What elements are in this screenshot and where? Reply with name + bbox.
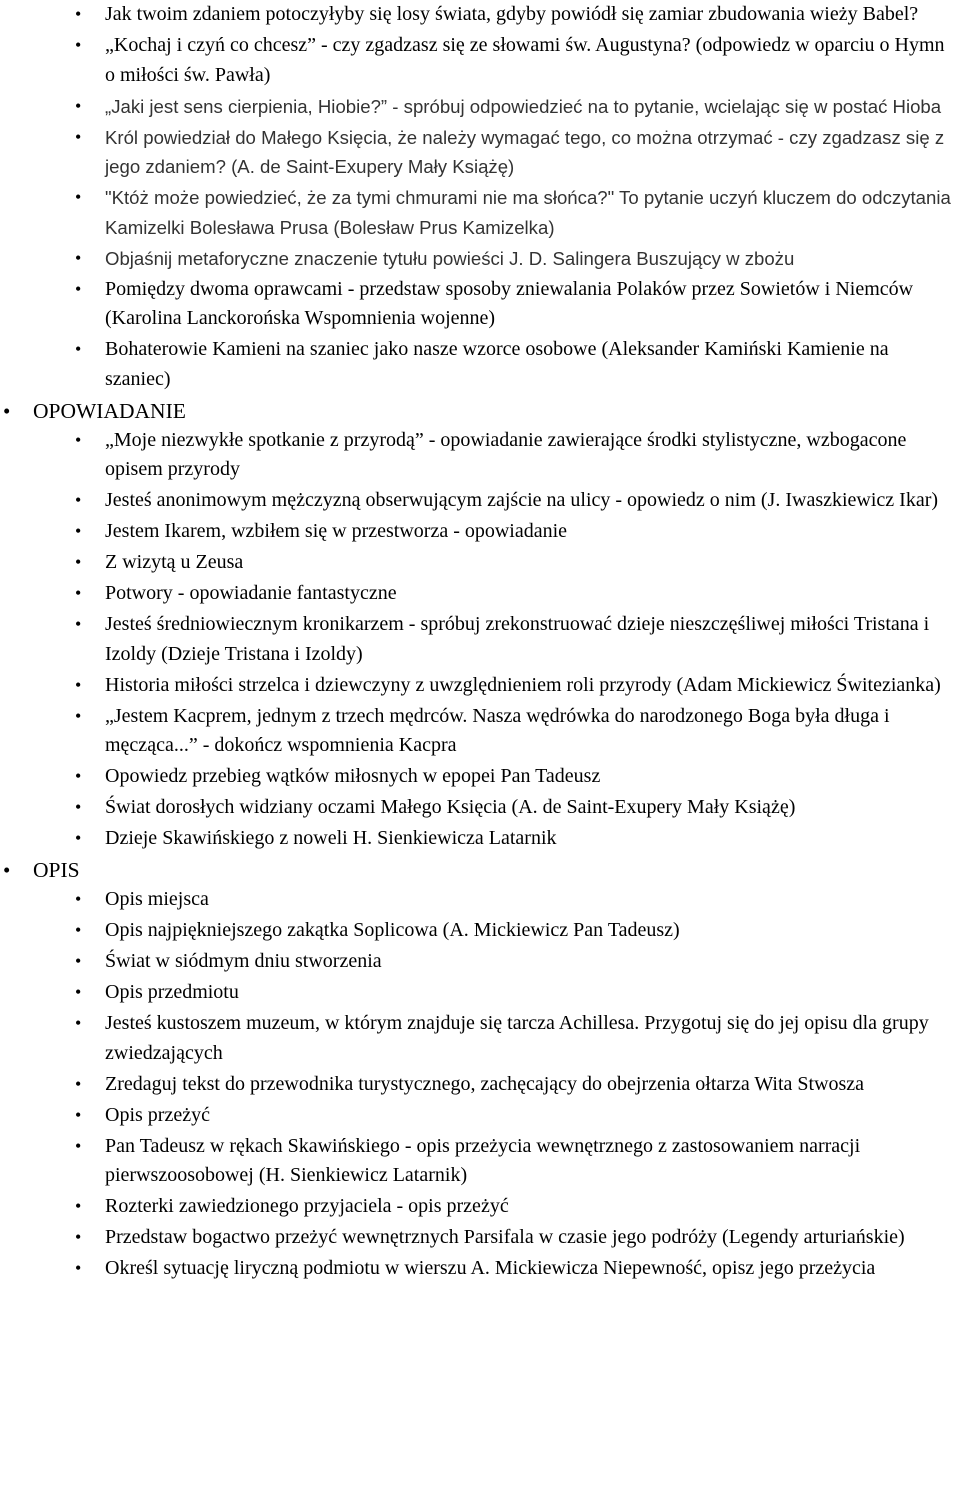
bullet-icon: • [75,766,82,786]
bullet-icon: • [75,797,82,817]
list-item: • Dzieje Skawińskiego z noweli H. Sienkiewicza Latarnik [0,824,960,854]
bullet-icon: • [75,1196,82,1216]
list-item: • Jesteś anonimowym mężczyzną obserwującym zajście na ulicy - opowiedz o nim (J. Iwaszkiewicz Ikar) [0,486,960,516]
bullet-icon: • [75,490,82,510]
bullet-icon: • [75,920,82,940]
list-item: • Opis przedmiotu [0,978,960,1008]
bullet-icon: • [75,1258,82,1278]
bullet-icon: • [75,339,82,359]
list-item: • Przedstaw bogactwo przeżyć wewnętrznych Parsifala w czasie jego podróży (Legendy arturiańskie) [0,1223,960,1253]
intro-list [0,0,960,394]
list-item: • „Moje niezwykłe spotkanie z przyrodą” - opowiadanie zawierające środki stylistyczne, wzbogacone opisem przyrody [0,426,960,485]
section-opis [0,855,960,1284]
list-item: • Określ sytuację liryczną podmiotu w wierszu A. Mickiewicza Niepewność, opisz jego przeżycia [0,1254,960,1284]
list-item: • „Jaki jest sens cierpienia, Hiobie?” - spróbuj odpowiedzieć na to pytanie, wcielając się w postać Hioba [0,92,960,122]
bullet-icon: • [75,951,82,971]
bullet-icon: • [75,552,82,572]
bullet-icon: • [75,614,82,634]
list-item: • Rozterki zawiedzionego przyjaciela - opis przeżyć [0,1192,960,1222]
bullet-icon: • [75,278,82,299]
list-item: • "Któż może powiedzieć, że za tymi chmurami nie ma słońca?" To pytanie uczyń kluczem do odczytania Kamizelki Bolesława Prusa (Bolesław Prus Kamizelka) [0,183,960,242]
bullet-icon: • [75,95,82,116]
list-item: • Bohaterowie Kamieni na szaniec jako nasze wzorce osobowe (Aleksander Kamiński Kamienie na szaniec) [0,335,960,394]
list-item: • Jesteś średniowiecznym kronikarzem - spróbuj zrekonstruować dzieje nieszczęśliwej miłości Tristana i Izoldy (Dzieje Tristana i Izoldy) [0,610,960,669]
bullet-icon: • [75,126,82,147]
list-item: • „Kochaj i czyń co chcesz” - czy zgadzasz się ze słowami św. Augustyna? (odpowiedz w oparciu o Hymn o miłości św. Pawła) [0,31,960,90]
bullet-icon: • [75,674,82,695]
list-item: • Z wizytą u Zeusa [0,548,960,578]
bullet-icon: • [75,583,82,603]
bullet-icon: • [75,1073,82,1094]
section-heading: • OPOWIADANIE [0,396,960,426]
list-item: • Opis najpiękniejszego zakątka Soplicowa (A. Mickiewicz Pan Tadeusz) [0,916,960,946]
bullet-icon: • [75,35,82,55]
section-opowiadanie [0,396,960,854]
bullet-icon: • [75,521,82,541]
bullet-icon: • [75,705,82,726]
bullet-icon: • [3,858,11,882]
list-item: • Pan Tadeusz w rękach Skawińskiego - opis przeżycia wewnętrznego z zastosowaniem narracji pierwszoosobowej (H. Sienkiewicz Latarnik) [0,1132,960,1191]
list-item: • Opis miejsca [0,885,960,915]
bullet-icon: • [75,1135,82,1156]
list-item: • Król powiedział do Małego Księcia, że należy wymagać tego, co można otrzymać - czy zgadzasz się z jego zdaniem? (A. de Saint-Exupery Mały Książę) [0,123,960,182]
bullet-icon: • [75,1104,82,1125]
bullet-icon: • [75,828,82,848]
list-item: • Świat dorosłych widziany oczami Małego Księcia (A. de Saint-Exupery Mały Książę) [0,793,960,823]
list-item: • Świat w siódmym dniu stworzenia [0,947,960,977]
list-item: • Pomiędzy dwoma oprawcami - przedstaw sposoby zniewalania Polaków przez Sowietów i Niemców (Karolina Lanckorońska Wspomnienia wojenne) [0,275,960,334]
bullet-icon: • [75,4,82,24]
list-item: • „Jestem Kacprem, jednym z trzech mędrców. Nasza wędrówka do narodzonego Boga była długa i męcząca...” - dokończ wspomnienia Kacpra [0,702,960,761]
list-item: • Jak twoim zdaniem potoczyłyby się losy świata, gdyby powiódł się zamiar zbudowania wieży Babel? [0,0,960,30]
bullet-icon: • [3,398,11,423]
bullet-icon: • [75,247,82,268]
bullet-icon: • [75,187,82,207]
section-heading: • OPIS [0,855,960,885]
list-item: • Objaśnij metaforyczne znaczenie tytułu powieści J. D. Salingera Buszujący w zbożu [0,244,960,274]
list-item: • Opis przeżyć [0,1101,960,1131]
bullet-icon: • [75,1227,82,1247]
list-item: • Jesteś kustoszem muzeum, w którym znajduje się tarcza Achillesa. Przygotuj się do jej opisu dla grupy zwiedzających [0,1009,960,1068]
list-item: • Potwory - opowiadanie fantastyczne [0,579,960,609]
list-item: • Opowiedz przebieg wątków miłosnych w epopei Pan Tadeusz [0,762,960,792]
bullet-icon: • [75,1013,82,1033]
list-item: • Historia miłości strzelca i dziewczyny z uwzględnieniem roli przyrody (Adam Mickiewicz Świtezianka) [0,671,960,701]
bullet-icon: • [75,889,82,909]
bullet-icon: • [75,429,82,450]
list-item: • Zredaguj tekst do przewodnika turystycznego, zachęcający do obejrzenia ołtarza Wita Stwosza [0,1070,960,1100]
list-item: • Jestem Ikarem, wzbiłem się w przestworza - opowiadanie [0,517,960,547]
bullet-icon: • [75,982,82,1002]
